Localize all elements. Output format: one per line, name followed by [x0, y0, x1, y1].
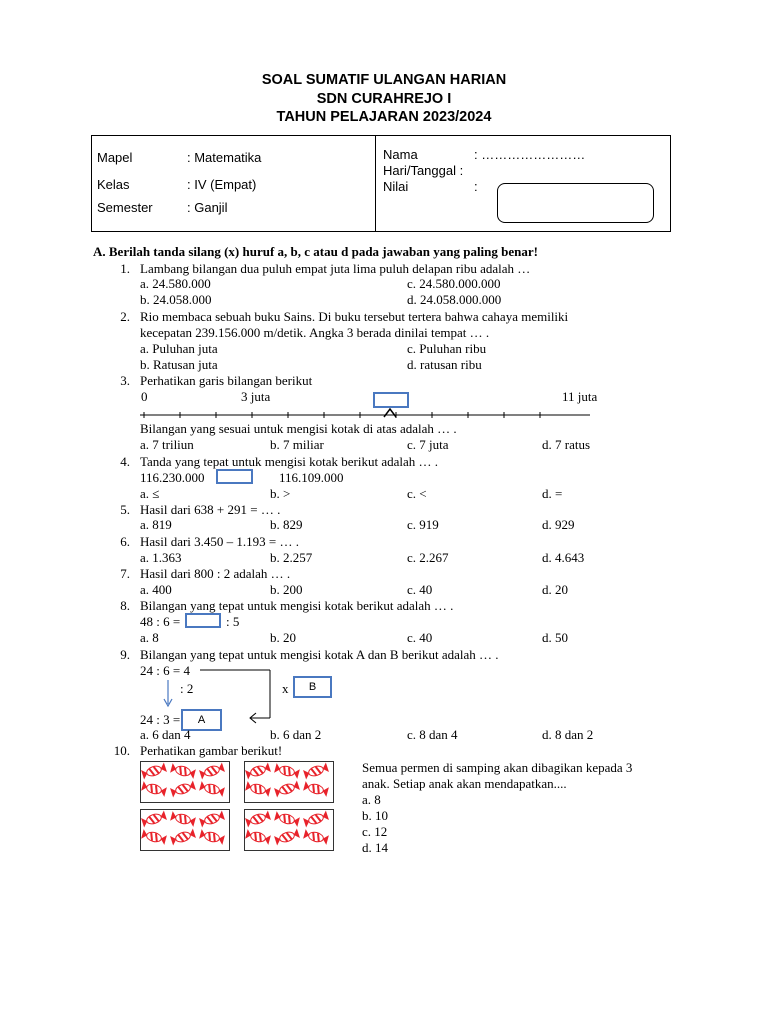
q10-description-2: anak. Setiap anak akan mendapatkan....: [362, 776, 567, 791]
q4-number: 4.: [120, 454, 130, 469]
q9-option-d: d. 8 dan 2: [542, 727, 594, 742]
q2-option-a: a. Puluhan juta: [140, 341, 218, 356]
q4-text: Tanda yang tepat untuk mengisi kotak berikut adalah … .: [140, 454, 439, 469]
candy-icon: [199, 763, 225, 780]
q8-expression-left: 48 : 6 =: [140, 614, 181, 629]
number-line-label-3-juta: 3 juta: [241, 389, 271, 404]
q9-equation-2: 24 : 3 =: [140, 712, 181, 727]
title-line-2: SDN CURAHREJO I: [316, 91, 452, 107]
q9-box-a: A: [181, 709, 222, 731]
q8-number: 8.: [120, 598, 130, 613]
q3-option-a: a. 7 triliun: [140, 437, 194, 452]
q8-expression-right: : 5: [226, 614, 240, 629]
q2-option-d: d. ratusan ribu: [407, 357, 482, 372]
q9-option-a: a. 6 dan 4: [140, 727, 191, 742]
candy-icon: [141, 781, 167, 797]
q1-option-c: c. 24.580.000.000: [407, 276, 501, 291]
q9-equation-1: 24 : 6 = 4: [140, 663, 190, 678]
q10-text: Perhatikan gambar berikut!: [140, 743, 283, 758]
q2-option-b: b. Ratusan juta: [140, 357, 218, 372]
candy-icon: [245, 781, 271, 797]
candy-icon: [170, 781, 196, 798]
section-a-instruction: A. Berilah tanda silang (x) huruf a, b, c atau d pada jawaban yang paling benar!: [93, 244, 538, 259]
q10-option-c: c. 12: [362, 824, 388, 839]
q6-text: Hasil dari 3.450 – 1.193 = … .: [140, 534, 299, 549]
q1-option-b: b. 24.058.000: [140, 292, 212, 307]
nama-label: Nama: [383, 147, 418, 162]
q6-number: 6.: [120, 534, 130, 549]
candy-icon: [170, 763, 196, 779]
q4-left-number: 116.230.000: [140, 470, 205, 485]
candy-icon: [141, 763, 167, 780]
title-line-3: TAHUN PELAJARAN 2023/2024: [276, 109, 492, 125]
q8-option-d: d. 50: [542, 630, 568, 645]
candy-icon: [245, 763, 271, 780]
q5-option-a: a. 819: [140, 517, 172, 532]
candy-icon: [245, 829, 271, 845]
q1-number: 1.: [120, 261, 130, 276]
candy-icon: [170, 811, 196, 827]
q2-text-2: kecepatan 239.156.000 m/detik. Angka 3 berada dinilai tempat … .: [140, 325, 490, 340]
q9-option-c: c. 8 dan 4: [407, 727, 458, 742]
mapel-label: Mapel: [97, 150, 133, 165]
q5-number: 5.: [120, 502, 130, 517]
q7-number: 7.: [120, 566, 130, 581]
q10-option-a: a. 8: [362, 792, 381, 807]
semester-label: Semester: [97, 200, 153, 215]
q4-option-b: b. >: [270, 486, 291, 501]
candy-icon: [274, 811, 300, 827]
q2-text-1: Rio membaca sebuah buku Sains. Di buku tersebut tertera bahwa cahaya memiliki: [140, 309, 569, 324]
hari-label: Hari/Tanggal :: [383, 163, 464, 178]
q6-option-b: b. 2.257: [270, 550, 313, 565]
nilai-label: Nilai: [383, 179, 409, 194]
mapel-value: : Matematika: [187, 150, 262, 165]
candy-grid: [141, 762, 229, 802]
q4-option-a: a. ≤: [140, 486, 160, 501]
candy-icon: [274, 763, 300, 779]
q4-answer-box: [216, 469, 253, 484]
q5-option-c: c. 919: [407, 517, 439, 532]
q1-option-d: d. 24.058.000.000: [407, 292, 502, 307]
number-line-label-11-juta: 11 juta: [562, 389, 598, 404]
number-line-answer-box: [373, 392, 409, 408]
q2-number: 2.: [120, 309, 130, 324]
candy-icon: [303, 811, 329, 828]
q3-option-c: c. 7 juta: [407, 437, 449, 452]
candy-icon: [170, 829, 196, 846]
q3-number: 3.: [120, 373, 130, 388]
q3-option-d: d. 7 ratus: [542, 437, 591, 452]
candy-icon: [199, 829, 225, 845]
candy-grid: [245, 810, 333, 850]
nama-value: : ……………………: [474, 147, 586, 162]
candy-box-4: [244, 809, 334, 851]
candy-box-3: [140, 809, 230, 851]
q3-text-2: Bilangan yang sesuai untuk mengisi kotak di atas adalah … .: [140, 421, 457, 436]
candy-icon: [199, 781, 225, 797]
q10-number: 10.: [113, 743, 130, 758]
q8-text: Bilangan yang tepat untuk mengisi kotak berikut adalah … .: [140, 598, 454, 613]
candy-icon: [274, 829, 300, 846]
q6-option-c: c. 2.267: [407, 550, 449, 565]
q9-option-b: b. 6 dan 2: [270, 727, 322, 742]
q5-option-b: b. 829: [270, 517, 303, 532]
semester-value: : Ganjil: [187, 200, 228, 215]
q9-number: 9.: [120, 647, 130, 662]
q3-option-b: b. 7 miliar: [270, 437, 324, 452]
q8-option-a: a. 8: [140, 630, 159, 645]
q7-option-c: c. 40: [407, 582, 433, 597]
q6-option-a: a. 1.363: [140, 550, 182, 565]
q8-option-c: c. 40: [407, 630, 433, 645]
number-line-label-0: 0: [141, 389, 148, 404]
kelas-label: Kelas: [97, 177, 130, 192]
candy-icon: [141, 829, 167, 845]
candy-icon: [141, 811, 167, 828]
q1-option-a: a. 24.580.000: [140, 276, 211, 291]
candy-icon: [245, 811, 271, 828]
q10-option-b: b. 10: [362, 808, 388, 823]
q9-divide-by-2: : 2: [180, 681, 194, 696]
score-box: [497, 183, 654, 223]
q10-option-d: d. 14: [362, 840, 388, 855]
candy-icon: [274, 781, 300, 798]
q5-option-d: d. 929: [542, 517, 575, 532]
q7-option-d: d. 20: [542, 582, 568, 597]
q7-text: Hasil dari 800 : 2 adalah … .: [140, 566, 291, 581]
candy-box-1: [140, 761, 230, 803]
q8-answer-box: [185, 613, 221, 628]
candy-grid: [245, 762, 333, 802]
q5-text: Hasil dari 638 + 291 = … .: [140, 502, 281, 517]
candy-icon: [303, 829, 329, 845]
candy-icon: [303, 763, 329, 780]
q8-option-b: b. 20: [270, 630, 296, 645]
candy-box-2: [244, 761, 334, 803]
q1-text: Lambang bilangan dua puluh empat juta lima puluh delapan ribu adalah …: [140, 261, 531, 276]
q9-multiply-sign: x: [282, 681, 289, 696]
q3-text: Perhatikan garis bilangan berikut: [140, 373, 313, 388]
nilai-colon: :: [474, 179, 478, 194]
q6-option-d: d. 4.643: [542, 550, 585, 565]
candy-grid: [141, 810, 229, 850]
kelas-value: : IV (Empat): [187, 177, 257, 192]
q4-right-number: 116.109.000: [279, 470, 344, 485]
title-line-1: SOAL SUMATIF ULANGAN HARIAN: [261, 72, 507, 88]
q7-option-a: a. 400: [140, 582, 172, 597]
q9-text: Bilangan yang tepat untuk mengisi kotak A dan B berikut adalah … .: [140, 647, 499, 662]
q4-option-c: c. <: [407, 486, 427, 501]
candy-icon: [303, 781, 329, 797]
q9-box-b: B: [293, 676, 332, 698]
q2-option-c: c. Puluhan ribu: [407, 341, 487, 356]
q4-option-d: d. =: [542, 486, 563, 501]
q10-description-1: Semua permen di samping akan dibagikan kepada 3: [362, 760, 633, 775]
candy-icon: [199, 811, 225, 828]
q7-option-b: b. 200: [270, 582, 303, 597]
